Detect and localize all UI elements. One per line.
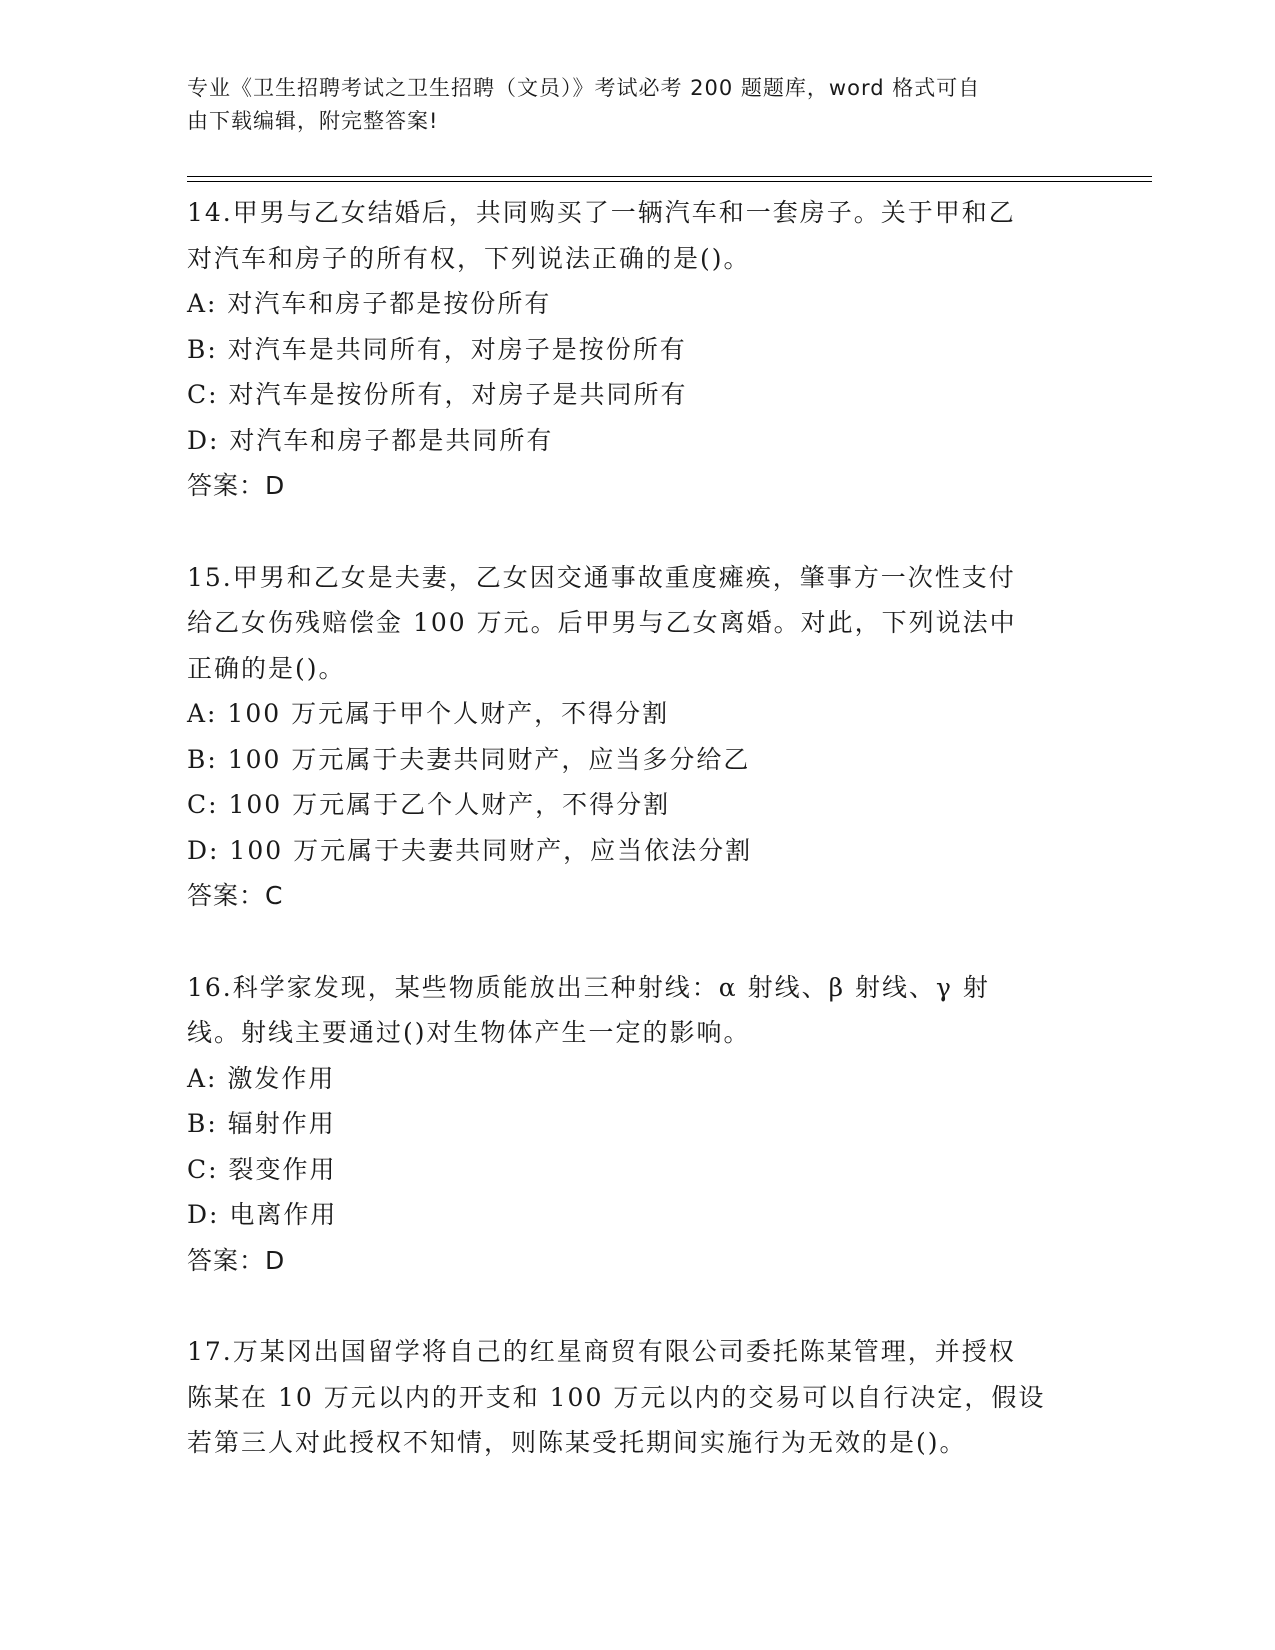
header-line-1: 专业《卫生招聘考试之卫生招聘（文员）》考试必考 200 题题库，word 格式可自	[187, 76, 981, 100]
option-a: A: 对汽车和房子都是按份所有	[187, 289, 552, 318]
question-stem-line: 正确的是()。	[187, 653, 346, 683]
option-b: B: 对汽车是共同所有，对房子是按份所有	[187, 334, 687, 364]
option-a: A: 100 万元属于甲个人财产，不得分割	[187, 699, 670, 728]
question-16	[187, 965, 1067, 1284]
option-c: C: 裂变作用	[187, 1154, 337, 1184]
question-14	[187, 190, 1067, 509]
document-header	[187, 72, 1067, 138]
option-c: C: 100 万元属于乙个人财产，不得分割	[187, 790, 671, 819]
answer-line: 答案：D	[187, 471, 286, 500]
option-a: A: 激发作用	[187, 1063, 336, 1093]
question-stem-line: 给乙女伤残赔偿金 100 万元。后甲男与乙女离婚。对此，下列说法中	[187, 608, 1017, 637]
question-stem-line: 若第三人对此授权不知情，则陈某受托期间实施行为无效的是()。	[187, 1428, 967, 1457]
header-rule-bottom	[187, 181, 1152, 182]
option-d: D: 对汽车和房子都是共同所有	[187, 425, 554, 455]
question-stem-line: 16.科学家发现，某些物质能放出三种射线：α 射线、β 射线、γ 射	[187, 972, 990, 1002]
option-d: D: 100 万元属于夫妻共同财产，应当依法分割	[187, 835, 753, 865]
option-b: B: 100 万元属于夫妻共同财产，应当多分给乙	[187, 744, 751, 774]
question-stem-line: 15.甲男和乙女是夫妻，乙女因交通事故重度瘫痪，肇事方一次性支付	[187, 562, 1016, 592]
question-stem-line: 陈某在 10 万元以内的开支和 100 万元以内的交易可以自行决定，假设	[187, 1382, 1046, 1412]
header-rule-top	[187, 176, 1152, 177]
question-list	[187, 190, 1067, 1512]
question-15	[187, 555, 1067, 919]
question-stem-line: 14.甲男与乙女结婚后，共同购买了一辆汽车和一套房子。关于甲和乙	[187, 198, 1016, 227]
header-line-2: 由下载编辑，附完整答案!	[187, 109, 439, 133]
option-d: D: 电离作用	[187, 1200, 338, 1229]
answer-line: 答案：C	[187, 881, 284, 910]
question-stem-line: 对汽车和房子的所有权，下列说法正确的是()。	[187, 243, 751, 273]
question-stem-line: 17.万某冈出国留学将自己的红星商贸有限公司委托陈某管理，并授权	[187, 1337, 1016, 1366]
question-stem-line: 线。射线主要通过()对生物体产生一定的影响。	[187, 1018, 751, 1047]
option-b: B: 辐射作用	[187, 1109, 336, 1138]
answer-line: 答案：D	[187, 1245, 286, 1275]
question-17	[187, 1329, 1067, 1466]
option-c: C: 对汽车是按份所有，对房子是共同所有	[187, 380, 688, 409]
